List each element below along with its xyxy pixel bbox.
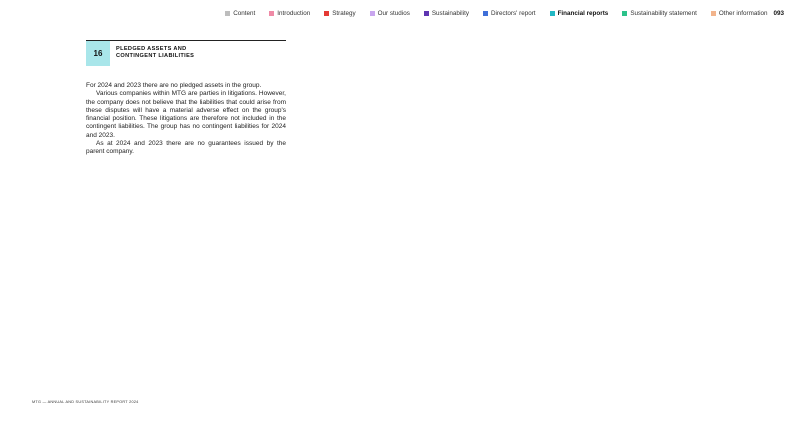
note-header [86,40,286,66]
nav-item-label: Sustainability [431,10,469,17]
nav-swatch-icon [550,11,555,16]
nav-item-strategy[interactable] [324,10,355,17]
note-title-line: CONTINGENT LIABILITIES [116,53,195,59]
note-title-line: PLEDGED ASSETS AND [116,46,187,52]
nav-item-sustainability-statement[interactable] [622,10,697,17]
nav-item-label: Our studios [377,10,410,17]
nav-swatch-icon [225,11,230,16]
nav-item-other-information[interactable] [711,10,768,17]
note-number-badge: 16 [86,41,110,66]
nav-item-directors-report[interactable] [483,10,536,17]
nav-item-content[interactable] [225,10,255,17]
top-navigation [211,10,784,17]
nav-item-financial-reports[interactable] [550,10,609,17]
paragraph: For 2024 and 2023 there are no pledged assets in the group. [86,82,262,89]
note-title [116,46,194,66]
nav-swatch-icon [324,11,329,16]
nav-swatch-icon [711,11,716,16]
paragraph: As at 2024 and 2023 there are no guarantees issued by the parent company. [86,140,286,156]
nav-item-label: Content [233,10,256,17]
nav-item-label: Sustainability statement [630,10,697,17]
nav-item-label: Financial reports [557,10,609,17]
nav-swatch-icon [424,11,429,16]
nav-item-label: Other information [718,10,768,17]
nav-item-label: Directors' report [490,10,536,17]
nav-swatch-icon [483,11,488,16]
nav-item-introduction[interactable] [269,10,310,17]
page-footer: MTG — ANNUAL AND SUSTAINABILITY REPORT 2024 [32,400,139,404]
note-section [86,40,286,157]
nav-item-sustainability[interactable] [424,10,469,17]
paragraph: Various companies within MTG are parties in litigations. However, the company does not believe that the liabilities that could arise from these disputes will have a material adverse effect on the group's financial position. These litigations are therefore not included in the contingent liabilities. The group has no contingent liabilities for 2024 and 2023. [86,90,286,139]
note-body [86,82,286,157]
page-number: 093 [773,10,784,17]
nav-item-label: Strategy [332,10,356,17]
nav-swatch-icon [370,11,375,16]
nav-swatch-icon [269,11,274,16]
nav-item-our-studios[interactable] [370,10,410,17]
nav-swatch-icon [622,11,627,16]
nav-item-label: Introduction [277,10,311,17]
